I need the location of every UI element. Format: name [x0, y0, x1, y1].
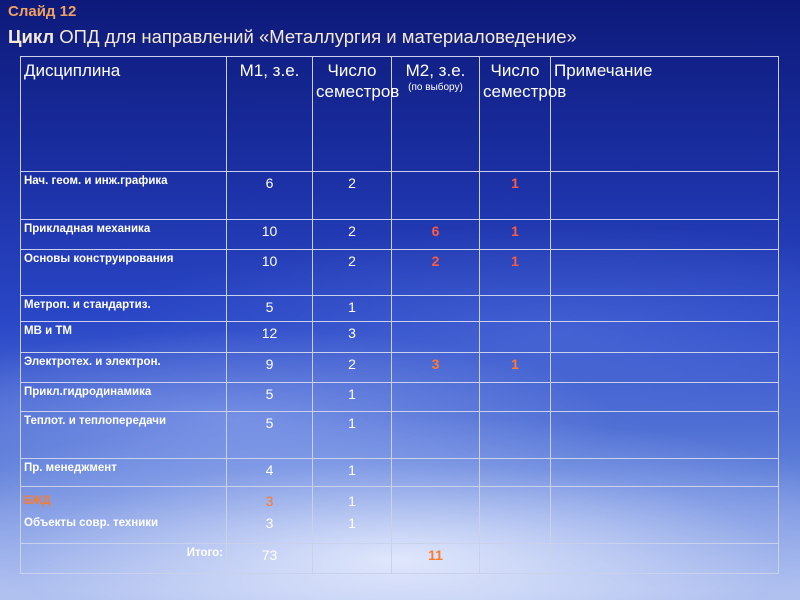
sem2-value: 1 — [480, 352, 551, 382]
sem1-value: 1 — [313, 411, 392, 459]
sem1-value: 2 — [313, 219, 392, 249]
header-semesters-1: Число семестров — [313, 57, 392, 172]
table-row — [21, 411, 779, 459]
discipline-name: Метроп. и стандартиз. — [21, 295, 227, 321]
m1-value-bzhd: 3 — [265, 492, 274, 509]
header-m2-label: М2, з.е. — [405, 61, 466, 80]
sem2-value — [480, 322, 551, 352]
m1-value: 10 — [227, 219, 313, 249]
discipline-name: Электротех. и электрон. — [21, 352, 227, 382]
sem1-value: 1 — [313, 459, 392, 486]
sem1-value: 2 — [313, 352, 392, 382]
discipline-name: Пр. менеджмент — [21, 459, 227, 486]
slide-label: Слайд 12 — [8, 3, 77, 20]
total-sem2 — [480, 543, 551, 574]
m2-value: 3 — [392, 352, 480, 382]
m2-value — [392, 383, 480, 411]
slide-title — [8, 26, 798, 48]
total-label: Итого: — [21, 543, 227, 574]
sem1-value-objects: 1 — [348, 514, 356, 531]
header-m2 — [392, 57, 480, 172]
m2-value: 6 — [392, 219, 480, 249]
m1-value: 4 — [227, 459, 313, 486]
m1-value-objects: 3 — [265, 514, 274, 531]
table-row — [21, 295, 779, 321]
note-cell — [551, 322, 779, 352]
m1-value: 6 — [227, 172, 313, 220]
table-row — [21, 459, 779, 486]
m2-value — [392, 486, 480, 543]
sem2-value: 1 — [480, 250, 551, 296]
table-row-combined — [21, 486, 779, 543]
discipline-name: Основы конструирования — [21, 250, 227, 296]
m2-value — [392, 459, 480, 486]
discipline-name: Прикладная механика — [21, 219, 227, 249]
total-m2: 11 — [392, 543, 480, 574]
sem1-value: 2 — [313, 172, 392, 220]
sem2-value — [480, 383, 551, 411]
discipline-name: Теплот. и теплопередачи — [21, 411, 227, 459]
m1-value: 5 — [227, 295, 313, 321]
total-note — [551, 543, 779, 574]
note-cell — [551, 486, 779, 543]
slide-title-bold: Цикл — [8, 26, 55, 47]
note-cell — [551, 352, 779, 382]
sem1-value: 3 — [313, 322, 392, 352]
total-m1: 73 — [227, 543, 313, 574]
total-sem1 — [313, 543, 392, 574]
sem2-value: 1 — [480, 172, 551, 220]
table-row — [21, 383, 779, 411]
sem1-value-bzhd: 1 — [348, 492, 356, 509]
m1-value: 10 — [227, 250, 313, 296]
table-row — [21, 322, 779, 352]
sem1-value-combined — [313, 486, 392, 543]
header-note: Примечание — [551, 57, 779, 172]
discipline-name-combined — [21, 486, 227, 543]
total-row — [21, 543, 779, 574]
table-row — [21, 219, 779, 249]
sem2-value — [480, 459, 551, 486]
sem2-value: 1 — [480, 219, 551, 249]
note-cell — [551, 172, 779, 220]
note-cell — [551, 219, 779, 249]
m2-value — [392, 411, 480, 459]
sem2-value — [480, 411, 551, 459]
note-cell — [551, 459, 779, 486]
discipline-name: Прикл.гидродинамика — [21, 383, 227, 411]
discipline-name: Нач. геом. и инж.графика — [21, 172, 227, 220]
sem2-value — [480, 295, 551, 321]
m2-value — [392, 172, 480, 220]
discipline-name-objects: Объекты совр. техники — [24, 516, 159, 529]
sem2-value — [480, 486, 551, 543]
m1-value: 12 — [227, 322, 313, 352]
note-cell — [551, 250, 779, 296]
m1-value: 5 — [227, 383, 313, 411]
m2-value — [392, 295, 480, 321]
table-row — [21, 172, 779, 220]
table-row — [21, 352, 779, 382]
header-discipline: Дисциплина — [21, 57, 227, 172]
sem1-value: 1 — [313, 295, 392, 321]
discipline-name: МВ и ТМ — [21, 322, 227, 352]
note-cell — [551, 411, 779, 459]
m2-value — [392, 322, 480, 352]
m1-value: 5 — [227, 411, 313, 459]
discipline-name-bzhd: БЖД — [24, 494, 51, 507]
sem1-value: 2 — [313, 250, 392, 296]
m1-value-combined — [227, 486, 313, 543]
header-m1: М1, з.е. — [227, 57, 313, 172]
header-m2-note: (по выбору) — [408, 82, 463, 93]
m2-value: 2 — [392, 250, 480, 296]
table-row — [21, 250, 779, 296]
note-cell — [551, 383, 779, 411]
slide-title-rest: ОПД для направлений «Металлургия и материаловедение» — [54, 26, 577, 47]
curriculum-table — [20, 56, 779, 574]
header-semesters-2: Число семестров — [480, 57, 551, 172]
note-cell — [551, 295, 779, 321]
sem1-value: 1 — [313, 383, 392, 411]
m1-value: 9 — [227, 352, 313, 382]
